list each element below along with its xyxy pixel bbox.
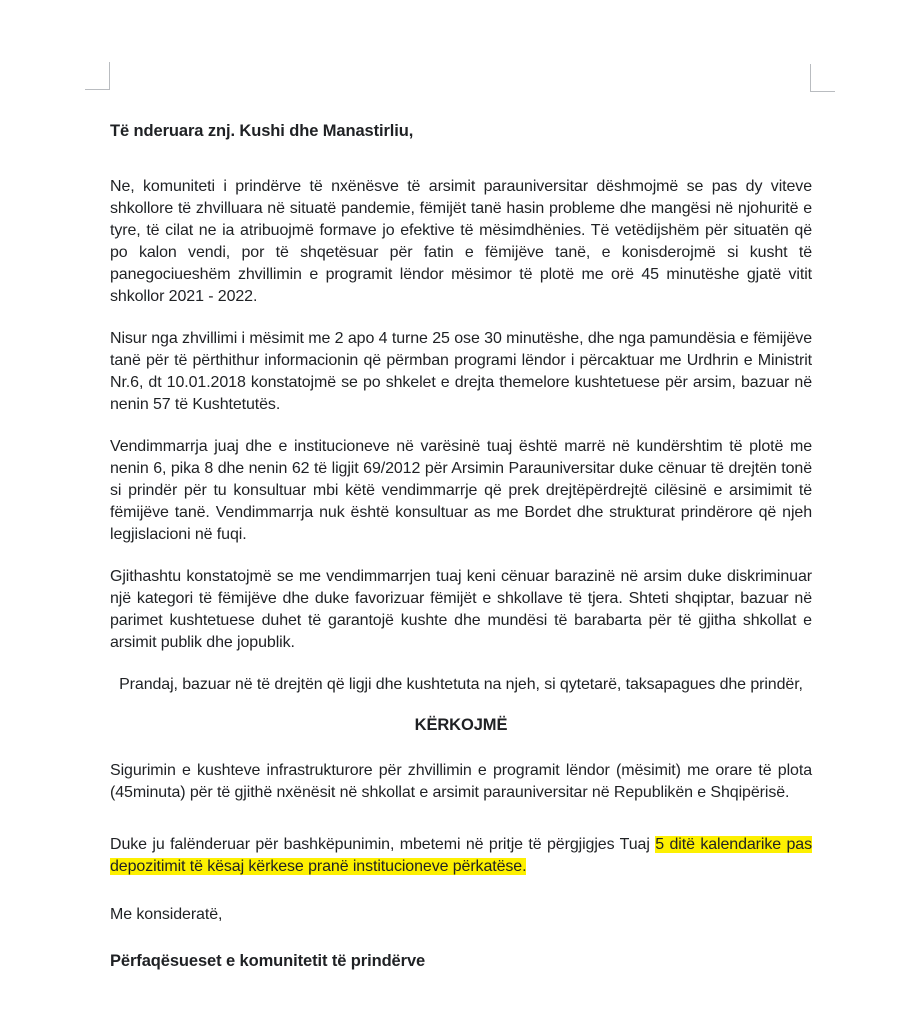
demand-paragraph: Sigurimin e kushteve infrastrukturore për zhvillimin e programit lëndor (mësimit) me orare të plota (45minuta) për të gjithë nxënësit në shkollat e arsimit parauniversitar në Republikën e Shqipërisë. <box>110 762 812 801</box>
letter-paragraph-1: Ne, komuniteti i prindërve të nxënësve të arsimit parauniversitar dëshmojmë se pas dy viteve shkollore të zhvilluara në situatë pandemie, fëmijët tanë hasin probleme dhe mangësi në njohuritë e tyre, të cilat ne ia atribuojmë formave jo efektive të mësimdhënies. Të vetëdijshëm për situatën që po kalon vendi, por të shqetësuar për fatin e fëmijëve tanë, e konisderojmë si kusht të panegociueshëm zhvillimin e programit lëndor mësimor të plotë me orë 45 minutëshe gjatë vitit shkollor 2021 - 2022. <box>110 178 812 305</box>
margin-corner-left-mark <box>85 62 110 90</box>
margin-corner-right-mark <box>810 64 835 92</box>
highlighted-deadline-text: 5 ditë kalendarike pas depozitimit të kësaj kërkese pranë institucioneve përkatëse. <box>110 836 812 875</box>
demand-heading: KËRKOJMË <box>414 716 508 734</box>
closing-paragraph-text: Duke ju falënderuar për bashkëpunimin, mbetemi në pritje të përgjigjes Tuaj <box>110 836 656 853</box>
letter-transition-statement: Prandaj, bazuar në të drejtën që ligji dhe kushtetuta na njeh, si qytetarë, taksapagues dhe prindër, <box>119 676 803 693</box>
letter-paragraph-4: Gjithashtu konstatojmë se me vendimmarrjen tuaj keni cënuar barazinë në arsim duke diskriminuar një kategori të fëmijëve dhe duke favorizuar fëmijët e shkollave të tjera. Shteti shqiptar, bazuar në parimet kushtetuese duhet të garantojë kushte dhe mundësi të barabarta për të gjitha shkollat e arsimit publik dhe jopublik. <box>110 568 812 651</box>
letter-signature: Përfaqësueset e komunitetit të prindërve <box>110 952 426 970</box>
letter-paragraph-3: Vendimmarrja juaj dhe e institucioneve në varësinë tuaj është marrë në kundërshtim të plotë me nenin 6, pika 8 dhe nenin 62 të ligjit 69/2012 për Arsimin Parauniversitar duke cënuar të drejtën tonë si prindër për tu konsultuar mbi këtë vendimmarrje që prek drejtëpërdrejtë cilësinë e arsimimit të fëmijëve tanë. Vendimmarrja nuk është konsultuar as me Bordet dhe strukturat prindërore që njeh legjislacioni në fuqi. <box>110 438 812 543</box>
closing-paragraph <box>110 834 812 878</box>
letter-paragraph-2: Nisur nga zhvillimi i mësimit me 2 apo 4 turne 25 ose 30 minutëshe, dhe nga pamundësia e fëmijëve tanë për të përthithur informacionin që përmban programi lëndor i përcaktuar me Urdhrin e Ministrit Nr.6, dt 10.01.2018 konstatojmë se po shkelet e drejta themelore kushtetuese për arsim, bazuar në nenin 57 të Kushtetutës. <box>110 330 812 413</box>
letter-salutation: Të nderuara znj. Kushi dhe Manastirliu, <box>110 122 414 140</box>
letter-signoff: Me konsideratë, <box>110 906 223 923</box>
letter-body <box>110 120 812 972</box>
